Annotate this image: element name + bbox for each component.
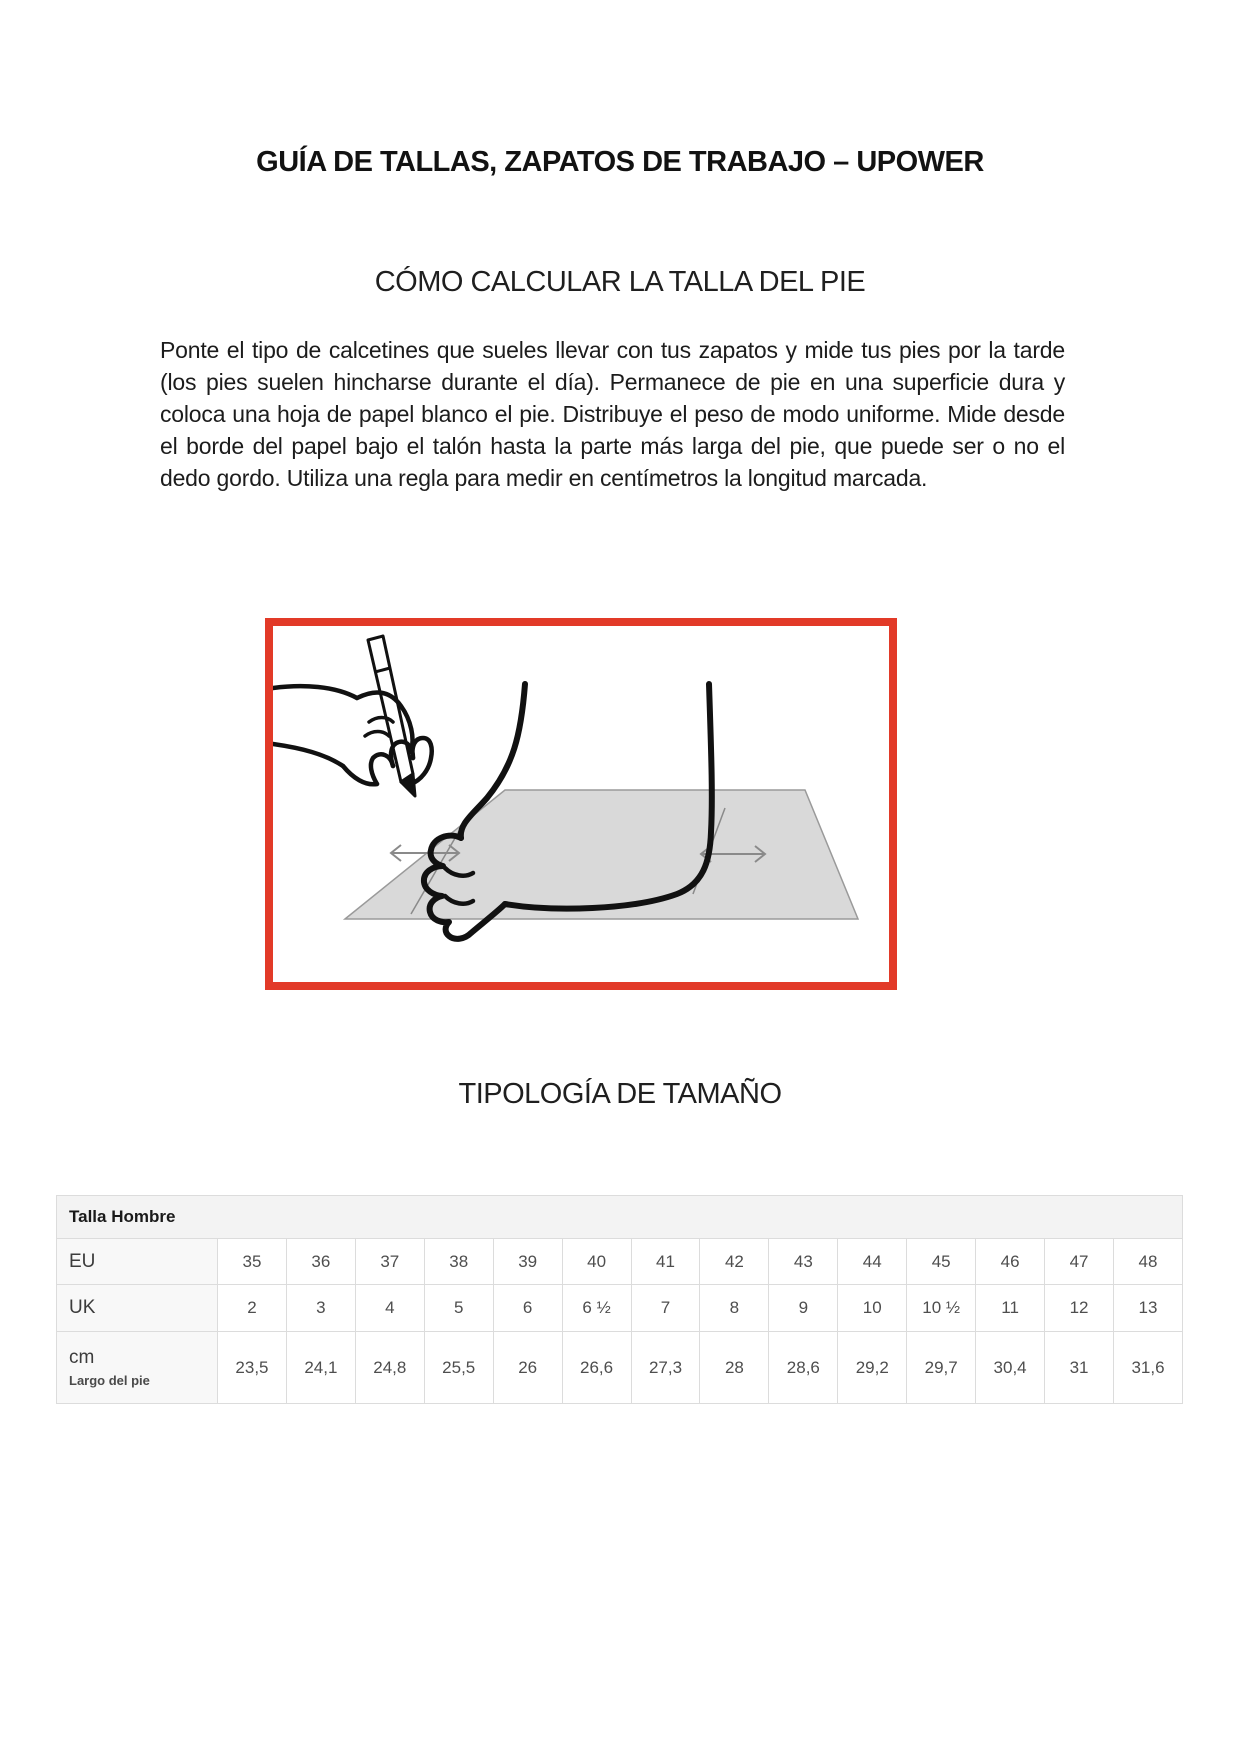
size-value-cell: 2 [218,1285,287,1332]
size-value-cell: 31,6 [1113,1332,1182,1404]
size-value-cell: 9 [769,1285,838,1332]
size-value-cell: 37 [355,1239,424,1285]
size-value-cell: 45 [907,1239,976,1285]
size-value-cell: 31 [1045,1332,1114,1404]
table-title: Talla Hombre [57,1196,1183,1239]
row-label-uk: UK [57,1285,218,1332]
size-value-cell: 6 ½ [562,1285,631,1332]
section-heading-size-typology: TIPOLOGÍA DE TAMAÑO [458,1078,782,1110]
size-value-cell: 10 ½ [907,1285,976,1332]
size-value-cell: 46 [976,1239,1045,1285]
size-value-cell: 43 [769,1239,838,1285]
size-value-cell: 42 [700,1239,769,1285]
table-row-uk [57,1285,1183,1332]
size-value-cell: 44 [838,1239,907,1285]
table-row-cm [57,1332,1183,1404]
size-value-cell: 5 [424,1285,493,1332]
size-value-cell: 13 [1113,1285,1182,1332]
size-value-cell: 24,8 [355,1332,424,1404]
size-value-cell: 6 [493,1285,562,1332]
size-value-cell: 3 [286,1285,355,1332]
size-value-cell: 26,6 [562,1332,631,1404]
size-value-cell: 8 [700,1285,769,1332]
size-value-cell: 27,3 [631,1332,700,1404]
section-heading-how-to-measure: CÓMO CALCULAR LA TALLA DEL PIE [374,266,866,298]
measuring-instructions-paragraph: Ponte el tipo de calcetines que sueles llevar con tus zapatos y mide tus pies por la tarde (los pies suelen hincharse durante el día). Permanece de pie en una superficie dura y coloca una hoja de papel blanco el pie. Distribuye el peso de modo uniforme. Mide desde el borde del papel bajo el talón hasta la parte más larga del pie, que puede ser o no el dedo gordo. Utiliza una regla para medir en centímetros la longitud marcada. [160,337,1065,491]
table-title-row [57,1196,1183,1239]
size-value-cell: 25,5 [424,1332,493,1404]
table-row-eu [57,1239,1183,1285]
size-value-cell: 39 [493,1239,562,1285]
foot-measurement-drawing [273,626,889,982]
size-value-cell: 48 [1113,1239,1182,1285]
size-value-cell: 30,4 [976,1332,1045,1404]
page-title: GUÍA DE TALLAS, ZAPATOS DE TRABAJO – UPOWER [256,146,984,178]
size-value-cell: 12 [1045,1285,1114,1332]
size-value-cell: 35 [218,1239,287,1285]
row-label-eu: EU [57,1239,218,1285]
size-value-cell: 11 [976,1285,1045,1332]
size-value-cell: 38 [424,1239,493,1285]
size-value-cell: 23,5 [218,1332,287,1404]
size-value-cell: 10 [838,1285,907,1332]
size-value-cell: 24,1 [286,1332,355,1404]
size-table [56,1195,1183,1404]
size-value-cell: 29,7 [907,1332,976,1404]
row-sublabel: Largo del pie [69,1373,150,1388]
size-value-cell: 47 [1045,1239,1114,1285]
row-label-cm: cm Largo del pie [57,1332,218,1404]
size-value-cell: 28,6 [769,1332,838,1404]
size-value-cell: 40 [562,1239,631,1285]
foot-measurement-illustration [265,618,897,990]
size-value-cell: 26 [493,1332,562,1404]
size-value-cell: 36 [286,1239,355,1285]
size-value-cell: 28 [700,1332,769,1404]
size-value-cell: 4 [355,1285,424,1332]
size-value-cell: 41 [631,1239,700,1285]
paper-sheet [345,790,858,919]
size-value-cell: 29,2 [838,1332,907,1404]
size-table-container [56,1195,1183,1404]
size-value-cell: 7 [631,1285,700,1332]
